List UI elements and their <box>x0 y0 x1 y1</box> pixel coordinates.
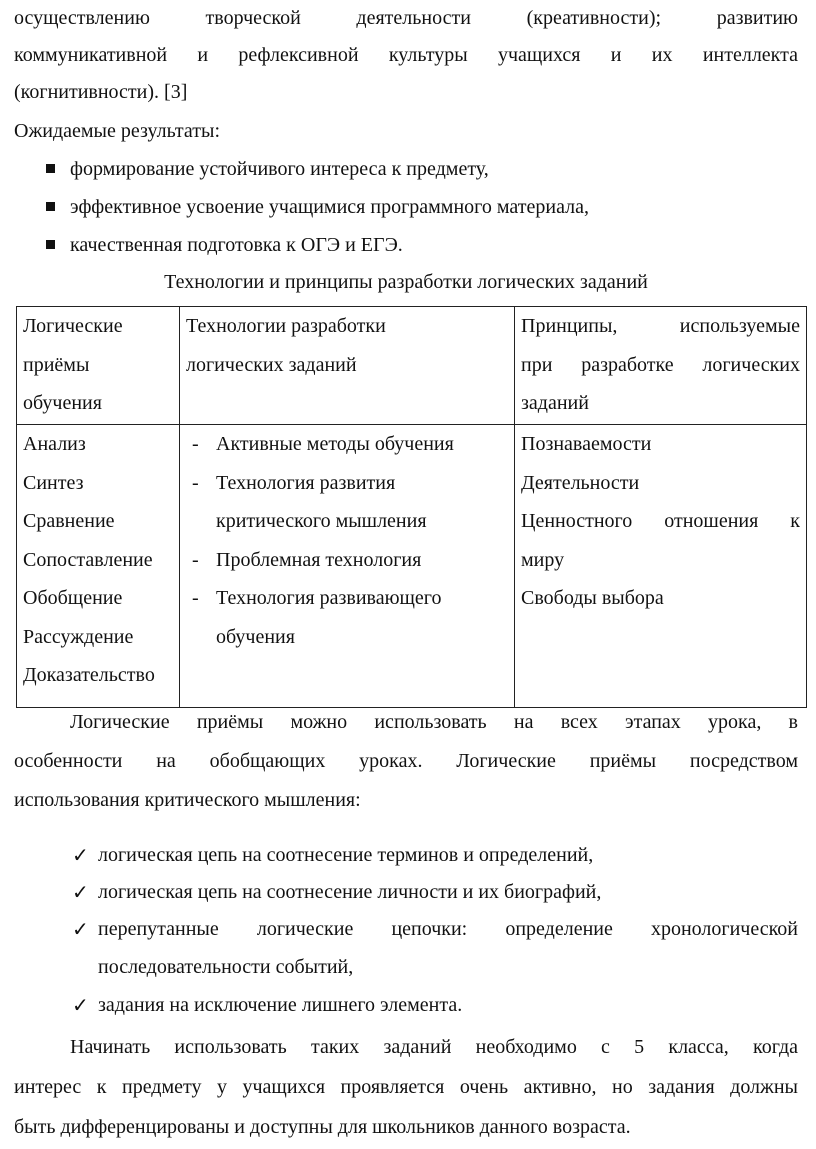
list-item: ✓ логическая цепь на соотнесение терминов и определений, <box>14 836 798 873</box>
checkmark-icon: ✓ <box>72 880 89 904</box>
table-header-row <box>17 307 807 425</box>
list-item: - Активные методы обучения <box>192 433 454 455</box>
list-item: ✓ перепутанные логические цепочки: определение хронологической последовательности событий, <box>14 910 798 986</box>
table-caption: Технологии и принципы разработки логических заданий <box>164 271 648 293</box>
square-bullet-icon <box>46 202 55 211</box>
list-item: - Технология развития критического мышления <box>192 471 427 532</box>
list-item: - Проблемная технология <box>192 548 422 571</box>
checkmark-icon: ✓ <box>72 993 89 1017</box>
list-item: качественная подготовка к ОГЭ и ЕГЭ. <box>14 226 798 264</box>
results-heading: Ожидаемые результаты: <box>14 120 221 142</box>
list-item: ✓ логическая цепь на соотнесение личности и их биографий, <box>14 873 798 910</box>
text-line: осуществлению творческой деятельности (креативности); развитию <box>14 7 798 29</box>
list-item: эффективное усвоение учащимися программного материала, <box>14 188 798 226</box>
text-line: интерес к предмету у учащихся проявляется очень активно, но задания должны <box>14 1076 798 1098</box>
techniques-table <box>16 306 807 708</box>
intro-paragraph <box>14 0 798 111</box>
square-bullet-icon <box>46 164 55 173</box>
text-line: особенности на обобщающих уроках. Логические приёмы посредством <box>14 750 798 772</box>
usage-paragraph <box>14 703 798 820</box>
checkmark-icon: ✓ <box>72 843 89 867</box>
techniques-cell: Анализ Синтез Сравнение Сопоставление Обобщение Рассуждение Доказательство <box>17 425 180 708</box>
list-item: ✓ задания на исключение лишнего элемента. <box>14 986 798 1023</box>
principles-cell: Познаваемости Деятельности Ценностного отношения к миру Свободы выбора <box>515 425 807 708</box>
list-item: формирование устойчивого интереса к предмету, <box>14 150 798 188</box>
results-list <box>14 150 798 264</box>
checkmark-icon: ✓ <box>72 917 89 941</box>
text-line: Начинать использовать таких заданий необходимо с 5 класса, когда <box>70 1036 798 1058</box>
table-row <box>17 425 807 708</box>
text-line: коммуникативной и рефлексивной культуры учащихся и их интеллекта <box>14 44 798 66</box>
header-cell-techniques: Логические приёмы обучения <box>17 307 180 425</box>
list-item: - Технология развивающего обучения <box>192 587 442 648</box>
closing-paragraph <box>14 1027 798 1147</box>
square-bullet-icon <box>46 240 55 249</box>
text-line: быть дифференцированы и доступны для школьников данного возраста. <box>14 1116 631 1138</box>
header-cell-principles: Принципы, используемые при разработке логических заданий <box>515 307 807 425</box>
checklist <box>14 836 798 1023</box>
text-line: использования критического мышления: <box>14 789 361 811</box>
text-line: (когнитивности). [3] <box>14 81 188 103</box>
technologies-cell <box>180 425 515 708</box>
text-line: Логические приёмы можно использовать на всех этапах урока, в <box>70 711 798 733</box>
header-cell-technologies: Технологии разработки логических заданий <box>180 307 515 425</box>
